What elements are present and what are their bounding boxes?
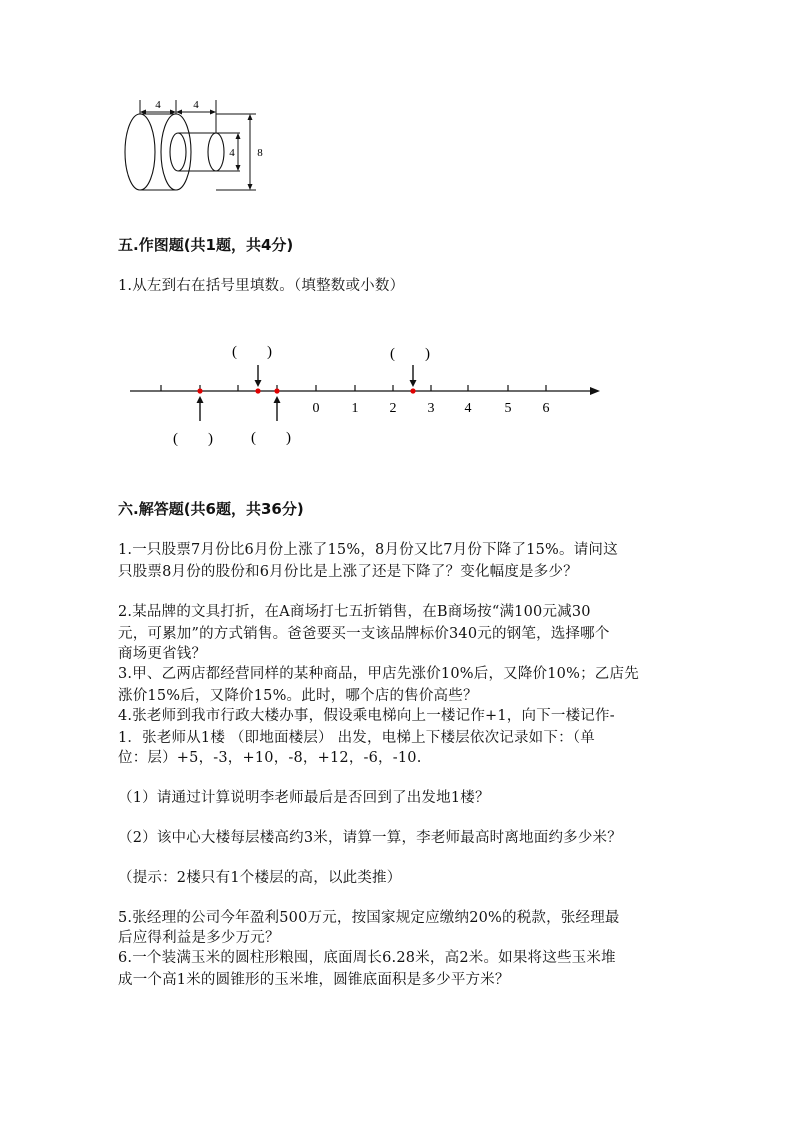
answer-bracket[interactable]: ( ) bbox=[173, 431, 213, 447]
q4-sub1: （1）请通过计算说明李老师最后是否回到了出发地1楼？ bbox=[118, 790, 490, 806]
q1-line2: 只股票8月份的股份和6月份比是上涨了还是下降了？变化幅度是多少？ bbox=[118, 564, 578, 580]
q3-line2: 涨价15%后，又降价15%。此时，哪个店的售价高些？ bbox=[118, 688, 478, 704]
section5-q1: 1.从左到右在括号里填数。（填整数或小数） bbox=[118, 278, 405, 294]
q4-line1: 4.张老师到我市行政大楼办事，假设乘电梯向上一楼记作+1，向下一楼记作- bbox=[118, 708, 615, 724]
dim-inner-height: 4 bbox=[229, 147, 235, 159]
tick-label: 4 bbox=[464, 401, 472, 416]
tick-label: 0 bbox=[312, 401, 320, 416]
cylinder-figure bbox=[118, 92, 278, 202]
tick-label: 5 bbox=[504, 401, 512, 416]
q1-line1: 1.一只股票7月份比6月份上涨了15%，8月份又比7月份下降了15%。请问这 bbox=[118, 542, 618, 558]
q4-hint: （提示：2楼只有1个楼层的高，以此类推） bbox=[118, 870, 402, 886]
q6-line1: 6.一个装满玉米的圆柱形粮囤，底面周长6.28米，高2米。如果将这些玉米堆 bbox=[118, 950, 616, 966]
q5-line2: 后应得利益是多少万元？ bbox=[118, 930, 280, 946]
tick-label: 6 bbox=[542, 401, 550, 416]
q3-line1: 3.甲、乙两店都经营同样的某种商品，甲店先涨价10%后，又降价10%；乙店先 bbox=[118, 666, 639, 682]
dim-outer-height: 8 bbox=[257, 147, 263, 159]
tick-label: 1 bbox=[351, 401, 359, 416]
answer-bracket[interactable]: ( ) bbox=[390, 346, 430, 362]
q4-line3: 位：层）+5，-3，+10，-8，+12，-6，-10. bbox=[118, 750, 422, 766]
q4-line2: 1．张老师从1楼 （即地面楼层） 出发，电梯上下楼层依次记录如下：（单 bbox=[118, 730, 595, 746]
q6-line2: 成一个高1米的圆锥形的玉米堆，圆锥底面积是多少平方米？ bbox=[118, 972, 510, 988]
q5-line1: 5.张经理的公司今年盈利500万元，按国家规定应缴纳20%的税款，张经理最 bbox=[118, 910, 620, 926]
section6-title: 六.解答题(共6题，共36分) bbox=[118, 500, 304, 518]
tick-label: 3 bbox=[427, 401, 435, 416]
q2-line3: 商场更省钱？ bbox=[118, 646, 207, 662]
answer-bracket[interactable]: ( ) bbox=[232, 344, 272, 360]
q2-line1: 2.某品牌的文具打折，在A商场打七五折销售，在B商场按“满100元减30 bbox=[118, 604, 591, 620]
section5-title: 五.作图题(共1题，共4分) bbox=[118, 236, 294, 254]
q2-line2: 元，可累加”的方式销售。爸爸要买一支该品牌标价340元的钢笔，选择哪个 bbox=[118, 626, 610, 642]
answer-bracket[interactable]: ( ) bbox=[251, 430, 291, 446]
dim-top-left: 4 bbox=[155, 99, 161, 111]
number-line bbox=[120, 335, 610, 455]
q4-sub2: （2）该中心大楼每层楼高约3米，请算一算，李老师最高时离地面约多少米？ bbox=[118, 830, 622, 846]
dim-top-right: 4 bbox=[193, 99, 199, 111]
tick-label: 2 bbox=[389, 401, 397, 416]
